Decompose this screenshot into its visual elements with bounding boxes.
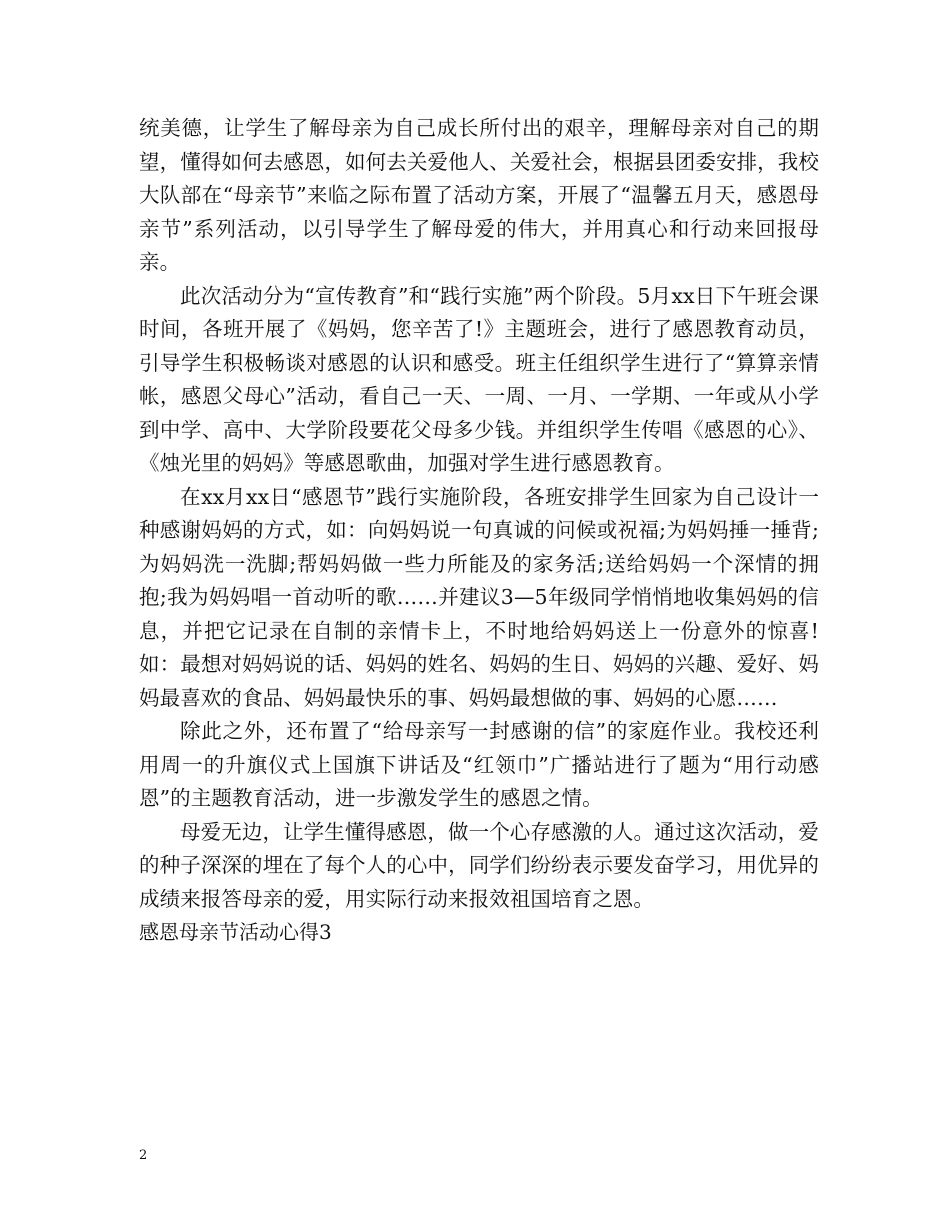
document-body <box>139 112 819 950</box>
section-heading: 感恩母亲节活动心得3 <box>139 920 332 944</box>
paragraph-continued: 统美德，让学生了解母亲为自己成长所付出的艰辛，理解母亲对自己的期望，懂得如何去感恩，如何去关爱他人、关爱社会，根据县团委安排，我校大队部在“母亲节”来临之际布置了活动方案，开展了“温馨五月天，感恩母亲节”系列活动，以引导学生了解母爱的伟大，并用真心和行动来回报母亲。 <box>139 116 819 274</box>
paragraph-activity-stages: 此次活动分为“宣传教育”和“践行实施”两个阶段。5月xx日下午班会课时间，各班开展了《妈妈，您辛苦了!》主题班会，进行了感恩教育动员，引导学生积极畅谈对感恩的认识和感受。班主任组织学生进行了“算算亲情帐，感恩父母心”活动，看自己一天、一周、一月、一学期、一年或从小学到中学、高中、大学阶段要花父母多少钱。并组织学生传唱《感恩的心》、《烛光里的妈妈》等感恩歌曲，加强对学生进行感恩教育。 <box>139 283 819 475</box>
page-number: 2 <box>139 1148 148 1163</box>
paragraph-homework: 除此之外，还布置了“给母亲写一封感谢的信”的家庭作业。我校还利用周一的升旗仪式上国旗下讲话及“红领巾”广播站进行了题为“用行动感恩”的主题教育活动，进一步激发学生的感恩之情。 <box>139 719 819 810</box>
paragraph-conclusion: 母爱无边，让学生懂得感恩，做一个心存感激的人。通过这次活动，爱的种子深深的埋在了每个人的心中，同学们纷纷表示要发奋学习，用优异的成绩来报答母亲的爱，用实际行动来报效祖国培育之恩。 <box>139 819 819 911</box>
paragraph-practice-stage: 在xx月xx日“感恩节”践行实施阶段，各班安排学生回家为自己设计一种感谢妈妈的方式，如：向妈妈说一句真诚的问候或祝福;为妈妈捶一捶背;为妈妈洗一洗脚;帮妈妈做一些力所能及的家务活;送给妈妈一个深情的拥抱;我为妈妈唱一首动听的歌……并建议3—5年级同学悄悄地收集妈妈的信息，并把它记录在自制的亲情卡上，不时地给妈妈送上一份意外的惊喜!如：最想对妈妈说的话、妈妈的姓名、妈妈的生日、妈妈的兴趣、爱好、妈妈最喜欢的食品、妈妈最快乐的事、妈妈最想做的事、妈妈的心愿…… <box>139 484 819 710</box>
